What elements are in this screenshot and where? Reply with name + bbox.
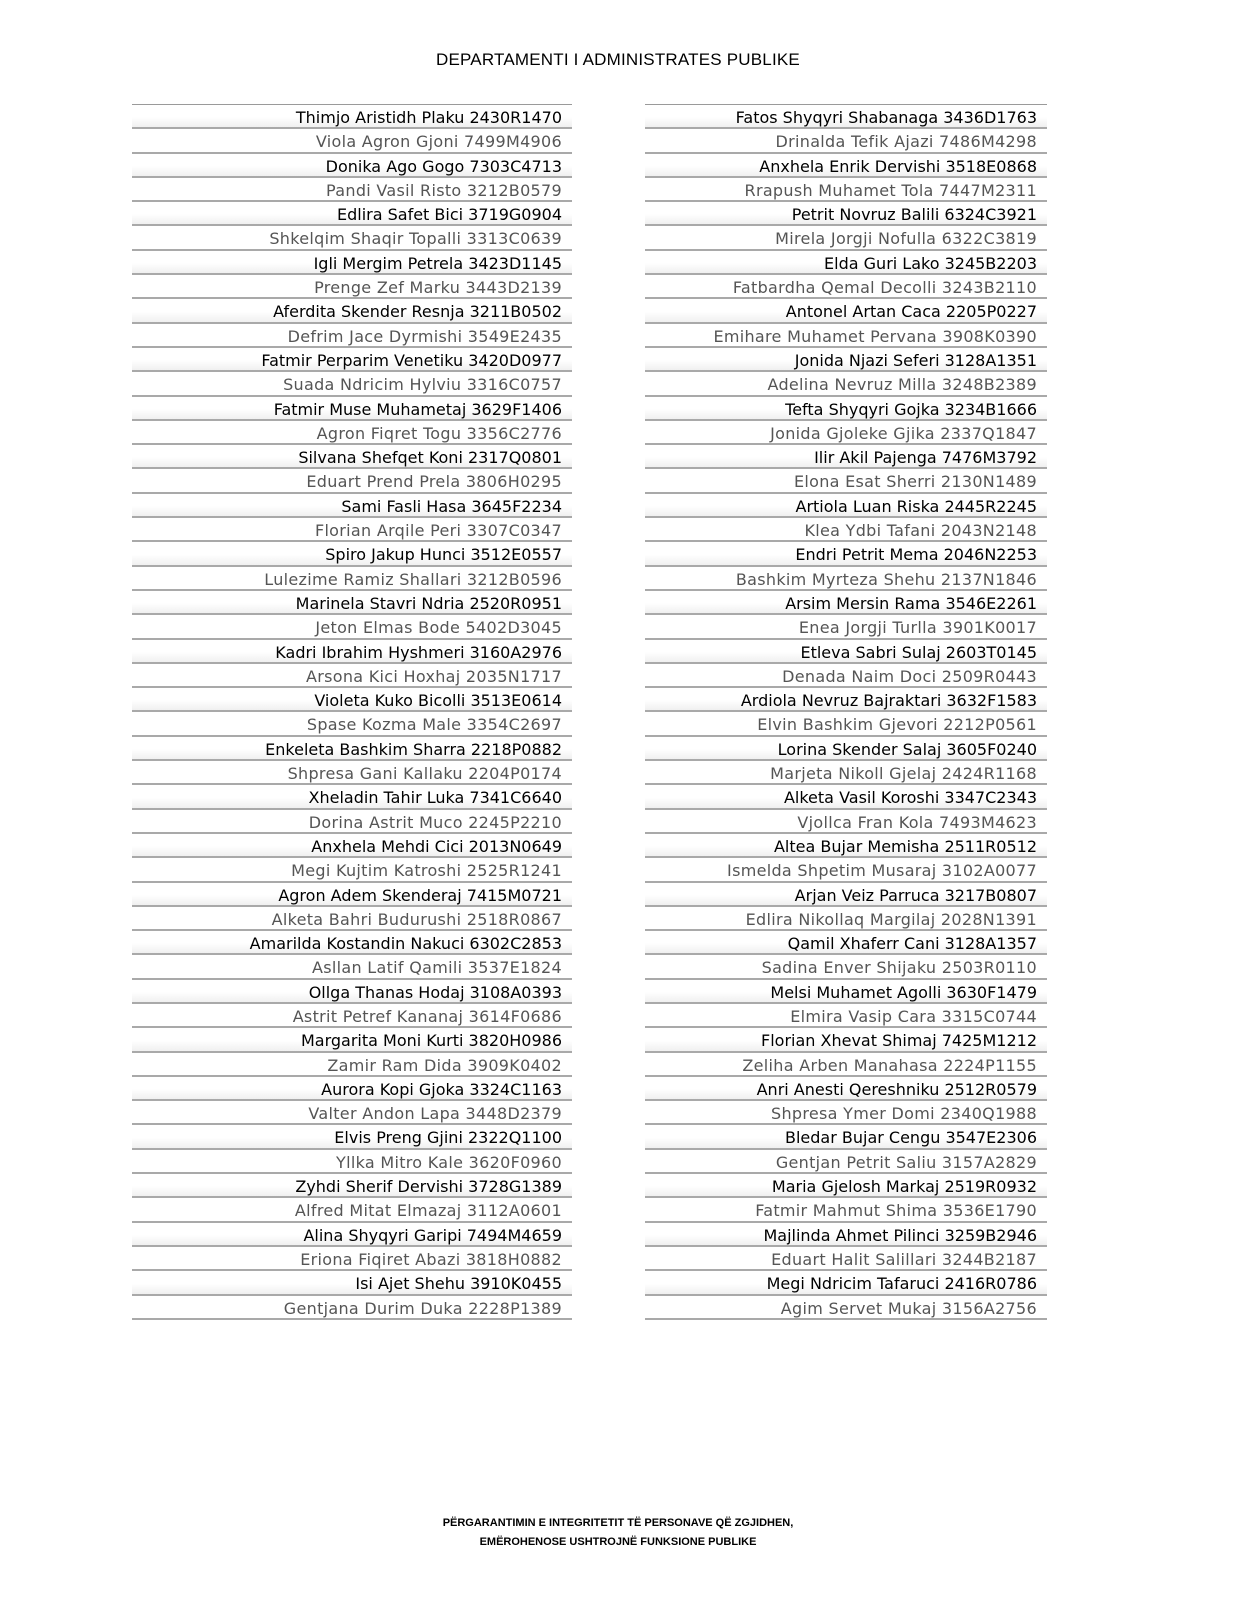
list-row: Astrit Petref Kananaj 3614F0686	[132, 1004, 572, 1028]
list-row: Agron Fiqret Togu 3356C2776	[132, 421, 572, 445]
list-row: Alfred Mitat Elmazaj 3112A0601	[132, 1198, 572, 1222]
list-row: Edlira Safet Bici 3719G0904	[132, 202, 572, 226]
list-row: Zamir Ram Dida 3909K0402	[132, 1053, 572, 1077]
list-row: Gentjana Durim Duka 2228P1389	[132, 1296, 572, 1320]
list-row: Aurora Kopi Gjoka 3324C1163	[132, 1077, 572, 1101]
list-row: Petrit Novruz Balili 6324C3921	[645, 202, 1047, 226]
list-row: Anri Anesti Qereshniku 2512R0579	[645, 1077, 1047, 1101]
list-row: Shpresa Ymer Domi 2340Q1988	[645, 1101, 1047, 1125]
list-row: Fatbardha Qemal Decolli 3243B2110	[645, 275, 1047, 299]
list-row: Emihare Muhamet Pervana 3908K0390	[645, 324, 1047, 348]
list-row: Agim Servet Mukaj 3156A2756	[645, 1296, 1047, 1320]
list-row: Prenge Zef Marku 3443D2139	[132, 275, 572, 299]
list-row: Marjeta Nikoll Gjelaj 2424R1168	[645, 761, 1047, 785]
list-row: Ismelda Shpetim Musaraj 3102A0077	[645, 858, 1047, 882]
page-title: DEPARTAMENTI I ADMINISTRATES PUBLIKE	[436, 50, 800, 69]
list-row: Spase Kozma Male 3354C2697	[132, 712, 572, 736]
footer-line-1: PËRGARANTIMIN E INTEGRITETIT TË PERSONAVE QË ZGJIDHEN,	[442, 1517, 794, 1529]
list-row: Silvana Shefqet Koni 2317Q0801	[132, 445, 572, 469]
list-row: Sadina Enver Shijaku 2503R0110	[645, 955, 1047, 979]
footer	[0, 1514, 1236, 1552]
list-row: Altea Bujar Memisha 2511R0512	[645, 834, 1047, 858]
list-row: Edlira Nikollaq Margilaj 2028N1391	[645, 907, 1047, 931]
list-row: Eduart Prend Prela 3806H0295	[132, 469, 572, 493]
list-row: Isi Ajet Shehu 3910K0455	[132, 1271, 572, 1295]
list-row: Alketa Vasil Koroshi 3347C2343	[645, 785, 1047, 809]
list-row: Agron Adem Skenderaj 7415M0721	[132, 883, 572, 907]
list-row: Majlinda Ahmet Pilinci 3259B2946	[645, 1223, 1047, 1247]
list-row: Sami Fasli Hasa 3645F2234	[132, 494, 572, 518]
list-row: Elvin Bashkim Gjevori 2212P0561	[645, 712, 1047, 736]
list-row: Drinalda Tefik Ajazi 7486M4298	[645, 129, 1047, 153]
list-row: Kadri Ibrahim Hyshmeri 3160A2976	[132, 640, 572, 664]
list-row: Violeta Kuko Bicolli 3513E0614	[132, 688, 572, 712]
list-row: Tefta Shyqyri Gojka 3234B1666	[645, 397, 1047, 421]
list-row: Eduart Halit Salillari 3244B2187	[645, 1247, 1047, 1271]
list-row: Yllka Mitro Kale 3620F0960	[132, 1150, 572, 1174]
list-row: Fatos Shyqyri Shabanaga 3436D1763	[645, 105, 1047, 129]
list-row: Jeton Elmas Bode 5402D3045	[132, 615, 572, 639]
list-row: Bledar Bujar Cengu 3547E2306	[645, 1125, 1047, 1149]
list-row: Megi Kujtim Katroshi 2525R1241	[132, 858, 572, 882]
list-row: Donika Ago Gogo 7303C4713	[132, 154, 572, 178]
list-row: Elona Esat Sherri 2130N1489	[645, 469, 1047, 493]
list-row: Mirela Jorgji Nofulla 6322C3819	[645, 226, 1047, 250]
list-row: Bashkim Myrteza Shehu 2137N1846	[645, 567, 1047, 591]
list-row: Asllan Latif Qamili 3537E1824	[132, 955, 572, 979]
list-row: Fatmir Mahmut Shima 3536E1790	[645, 1198, 1047, 1222]
list-row: Jonida Gjoleke Gjika 2337Q1847	[645, 421, 1047, 445]
list-row: Lulezime Ramiz Shallari 3212B0596	[132, 567, 572, 591]
list-row: Ollga Thanas Hodaj 3108A0393	[132, 980, 572, 1004]
list-row: Antonel Artan Caca 2205P0227	[645, 299, 1047, 323]
list-row: Megi Ndricim Tafaruci 2416R0786	[645, 1271, 1047, 1295]
list-row: Marinela Stavri Ndria 2520R0951	[132, 591, 572, 615]
list-row: Vjollca Fran Kola 7493M4623	[645, 810, 1047, 834]
list-row: Fatmir Perparim Venetiku 3420D0977	[132, 348, 572, 372]
list-row: Jonida Njazi Seferi 3128A1351	[645, 348, 1047, 372]
list-row: Qamil Xhaferr Cani 3128A1357	[645, 931, 1047, 955]
list-row: Maria Gjelosh Markaj 2519R0932	[645, 1174, 1047, 1198]
list-row: Enkeleta Bashkim Sharra 2218P0882	[132, 737, 572, 761]
footer-line-2: EMËROHENOSE USHTROJNË FUNKSIONE PUBLIKE	[479, 1536, 757, 1548]
list-row: Endri Petrit Mema 2046N2253	[645, 542, 1047, 566]
list-row: Aferdita Skender Resnja 3211B0502	[132, 299, 572, 323]
list-row: Eriona Fiqiret Abazi 3818H0882	[132, 1247, 572, 1271]
list-row: Shkelqim Shaqir Topalli 3313C0639	[132, 226, 572, 250]
list-row: Arsim Mersin Rama 3546E2261	[645, 591, 1047, 615]
list-row: Fatmir Muse Muhametaj 3629F1406	[132, 397, 572, 421]
list-row: Xheladin Tahir Luka 7341C6640	[132, 785, 572, 809]
list-row: Amarilda Kostandin Nakuci 6302C2853	[132, 931, 572, 955]
list-row: Pandi Vasil Risto 3212B0579	[132, 178, 572, 202]
list-row: Anxhela Enrik Dervishi 3518E0868	[645, 154, 1047, 178]
list-row: Etleva Sabri Sulaj 2603T0145	[645, 640, 1047, 664]
list-row: Spiro Jakup Hunci 3512E0557	[132, 542, 572, 566]
list-row: Enea Jorgji Turlla 3901K0017	[645, 615, 1047, 639]
list-row: Elda Guri Lako 3245B2203	[645, 251, 1047, 275]
list-row: Lorina Skender Salaj 3605F0240	[645, 737, 1047, 761]
list-row: Anxhela Mehdi Cici 2013N0649	[132, 834, 572, 858]
list-row: Denada Naim Doci 2509R0443	[645, 664, 1047, 688]
list-row: Ilir Akil Pajenga 7476M3792	[645, 445, 1047, 469]
list-row: Ardiola Nevruz Bajraktari 3632F1583	[645, 688, 1047, 712]
list-row: Shpresa Gani Kallaku 2204P0174	[132, 761, 572, 785]
list-row: Klea Ydbi Tafani 2043N2148	[645, 518, 1047, 542]
right-name-list	[645, 104, 1047, 1320]
list-row: Arsona Kici Hoxhaj 2035N1717	[132, 664, 572, 688]
list-row: Thimjo Aristidh Plaku 2430R1470	[132, 105, 572, 129]
list-row: Adelina Nevruz Milla 3248B2389	[645, 372, 1047, 396]
list-row: Viola Agron Gjoni 7499M4906	[132, 129, 572, 153]
list-row: Melsi Muhamet Agolli 3630F1479	[645, 980, 1047, 1004]
list-row: Zyhdi Sherif Dervishi 3728G1389	[132, 1174, 572, 1198]
list-row: Alketa Bahri Budurushi 2518R0867	[132, 907, 572, 931]
list-row: Florian Arqile Peri 3307C0347	[132, 518, 572, 542]
list-row: Arjan Veiz Parruca 3217B0807	[645, 883, 1047, 907]
list-row: Elvis Preng Gjini 2322Q1100	[132, 1125, 572, 1149]
list-row: Florian Xhevat Shimaj 7425M1212	[645, 1028, 1047, 1052]
list-row: Valter Andon Lapa 3448D2379	[132, 1101, 572, 1125]
list-row: Dorina Astrit Muco 2245P2210	[132, 810, 572, 834]
list-row: Rrapush Muhamet Tola 7447M2311	[645, 178, 1047, 202]
list-row: Elmira Vasip Cara 3315C0744	[645, 1004, 1047, 1028]
left-name-list	[132, 104, 572, 1320]
list-row: Artiola Luan Riska 2445R2245	[645, 494, 1047, 518]
list-row: Defrim Jace Dyrmishi 3549E2435	[132, 324, 572, 348]
list-row: Alina Shyqyri Garipi 7494M4659	[132, 1223, 572, 1247]
list-row: Suada Ndricim Hylviu 3316C0757	[132, 372, 572, 396]
list-row: Zeliha Arben Manahasa 2224P1155	[645, 1053, 1047, 1077]
list-row: Gentjan Petrit Saliu 3157A2829	[645, 1150, 1047, 1174]
list-row: Margarita Moni Kurti 3820H0986	[132, 1028, 572, 1052]
list-row: Igli Mergim Petrela 3423D1145	[132, 251, 572, 275]
